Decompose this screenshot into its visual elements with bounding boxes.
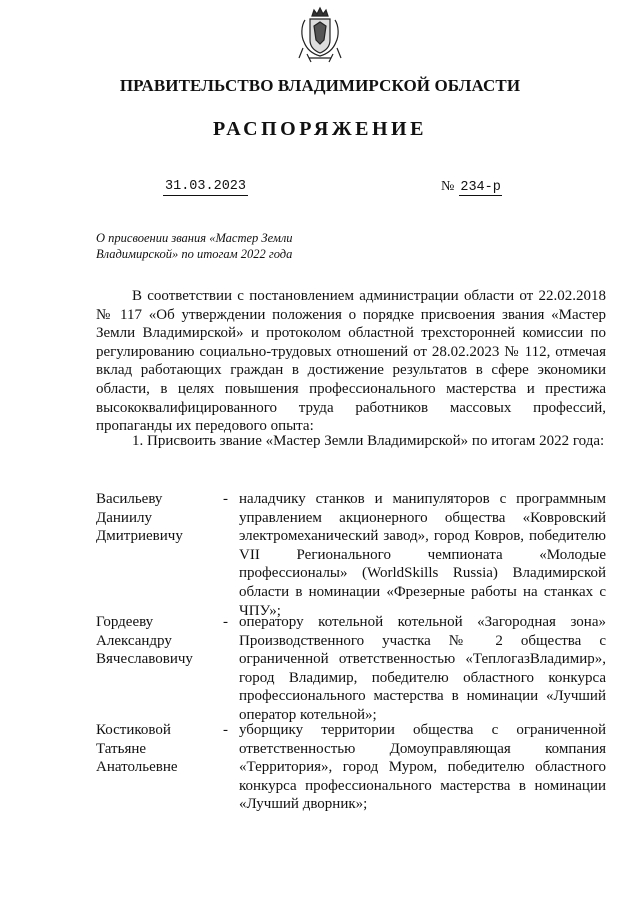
awardee-description: уборщику территории общества с ограниченной ответственностью Домоуправляющая компания «Территория», город Муром, победителю областного конкурса профессионального мастерства в номинации «Лучший дворник»;: [239, 722, 606, 813]
awardee-name: Костиковой Татьяне Анатольевне: [96, 722, 178, 776]
document-subject: О присвоении звания «Мастер Земли Владимирской» по итогам 2022 года: [96, 231, 293, 261]
awardee-name: Гордееву Александру Вячеславовичу: [96, 614, 193, 668]
awardee-name: Васильеву Даниилу Дмитриевичу: [96, 491, 183, 545]
coat-of-arms-icon: [297, 6, 343, 64]
awardee-dash: -: [223, 491, 228, 507]
document-type: РАСПОРЯЖЕНИЕ: [213, 118, 427, 140]
awardee-dash: -: [223, 614, 228, 630]
awardee-description: оператору котельной котельной «Загородная зона» Производственного участка № 2 общества с ограниченной ответственностью «ТеплогазВладимир», город Владимир, победителю областного конкурса профессионального мастерства в номинации «Лучший оператор котельной»;: [239, 614, 606, 723]
awardee-dash: -: [223, 722, 228, 738]
document-date: 31.03.2023: [165, 179, 247, 194]
clause-1: 1. Присвоить звание «Мастер Земли Владимирской» по итогам 2022 года:: [132, 433, 605, 449]
awardee-description: наладчику станков и манипуляторов с программным управлением акционерного общества «Ковровский электромеханический завод», город Ковров, победителю VII Регионального чемпионата «Молодые профессионалы» (WorldSkills Russia) Владимирской области в номинации «Фрезерные работы на станках с ЧПУ»;: [239, 491, 606, 619]
number-sign: №: [441, 179, 455, 194]
number-value: 234-р: [460, 180, 501, 195]
document-number: [441, 178, 502, 196]
government-title: ПРАВИТЕЛЬСТВО ВЛАДИМИРСКОЙ ОБЛАСТИ: [119, 76, 521, 95]
preamble-paragraph: В соответствии с постановлением администрации области от 22.02.2018 № 117 «Об утверждении положения о порядке присвоения звания «Мастер Земли Владимирской» и протоколом областной трехсторонней комиссии по регулированию социально-трудовых отношений от 28.02.2023 № 112, отмечая вклад работающих граждан в достижение результатов в сфере экономики области, в целях повышения профессионального мастерства и престижа высококвалифицированного труда работников массовых профессий, пропаганды их передового опыта:: [96, 288, 606, 435]
